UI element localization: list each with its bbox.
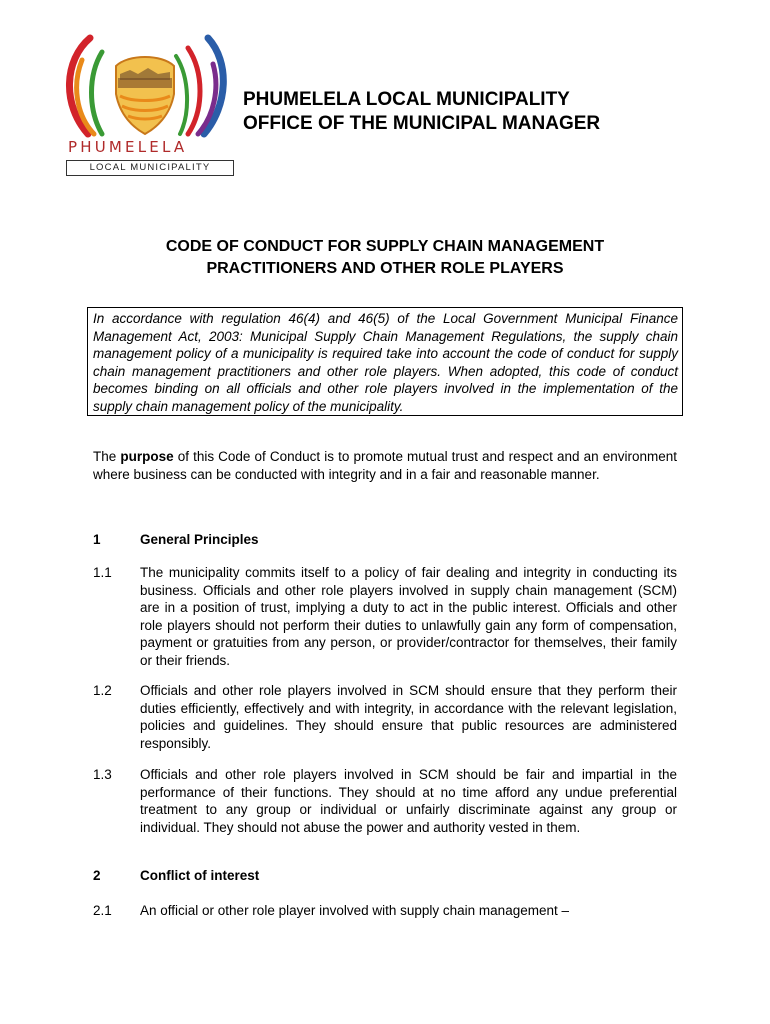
clause-number: 2.1 bbox=[93, 903, 112, 918]
office-name: OFFICE OF THE MUNICIPAL MANAGER bbox=[243, 113, 601, 134]
regulation-notice-box: In accordance with regulation 46(4) and 46(5) of the Local Government Municipal Finance Management Act, 2003: Municipal Supply Chain Management Regulations, the supply chain management policy of a municipality is required take into account the code of conduct for supply chain management practitioners and other role players. When adopted, this code of conduct becomes binding on all officials and other role players involved in the implementation of the supply chain management policy of the municipality. bbox=[87, 307, 683, 416]
purpose-lead: The bbox=[93, 449, 121, 464]
clause-text: Officials and other role players involved in SCM should ensure that they perform their duties efficiently, effectively and with integrity, in accordance with the relevant legislation, policies and guidelines. They should ensure that public resources are administered responsibly. bbox=[140, 683, 677, 751]
purpose-keyword: purpose bbox=[120, 449, 174, 464]
purpose-paragraph bbox=[93, 448, 677, 483]
title-line-2: PRACTITIONERS AND OTHER ROLE PLAYERS bbox=[206, 260, 564, 277]
clause-1-3 bbox=[93, 766, 677, 836]
purpose-body: of this Code of Conduct is to promote mutual trust and respect and an environment where business can be conducted with integrity and in a fair and reasonable manner. bbox=[93, 449, 677, 482]
logo-emblem-icon bbox=[58, 30, 230, 140]
clause-1-1 bbox=[93, 564, 677, 669]
clause-number: 1.3 bbox=[93, 767, 112, 782]
document-title bbox=[0, 236, 770, 280]
section-title: Conflict of interest bbox=[140, 868, 260, 883]
clause-1-2 bbox=[93, 682, 677, 752]
section-title: General Principles bbox=[140, 532, 259, 547]
title-line-1: CODE OF CONDUCT FOR SUPPLY CHAIN MANAGEMENT bbox=[165, 238, 605, 255]
clause-text: The municipality commits itself to a policy of fair dealing and integrity in conducting its business. Officials and other role players involved in supply chain management (SCM) are in a position of trust, implying a duty to act in the public interest. Officials and other role players should not perform their duties to unlawfully gain any form of compensation, payment or gratuities from any person, or provider/contractor for themselves, their family or their friends. bbox=[140, 565, 677, 668]
section-number: 2 bbox=[93, 868, 101, 883]
section-number: 1 bbox=[93, 532, 101, 547]
clause-number: 1.1 bbox=[93, 565, 112, 580]
clause-number: 1.2 bbox=[93, 683, 112, 698]
organisation-heading bbox=[243, 88, 600, 136]
org-name: PHUMELELA LOCAL MUNICIPALITY bbox=[243, 89, 570, 110]
clause-text: An official or other role player involved with supply chain management – bbox=[140, 903, 569, 918]
clause-text: Officials and other role players involved in SCM should be fair and impartial in the performance of their functions. They should at no time afford any undue preferential treatment to any group or individual or unfairly discriminate against any group or individual. They should not abuse the power and authority vested in them. bbox=[140, 767, 677, 835]
logo-subtitle-text: LOCAL MUNICIPALITY bbox=[66, 160, 234, 176]
clause-2-1 bbox=[93, 902, 677, 920]
logo-name-text: PHUMELELA bbox=[68, 138, 188, 156]
municipality-logo bbox=[58, 30, 230, 178]
